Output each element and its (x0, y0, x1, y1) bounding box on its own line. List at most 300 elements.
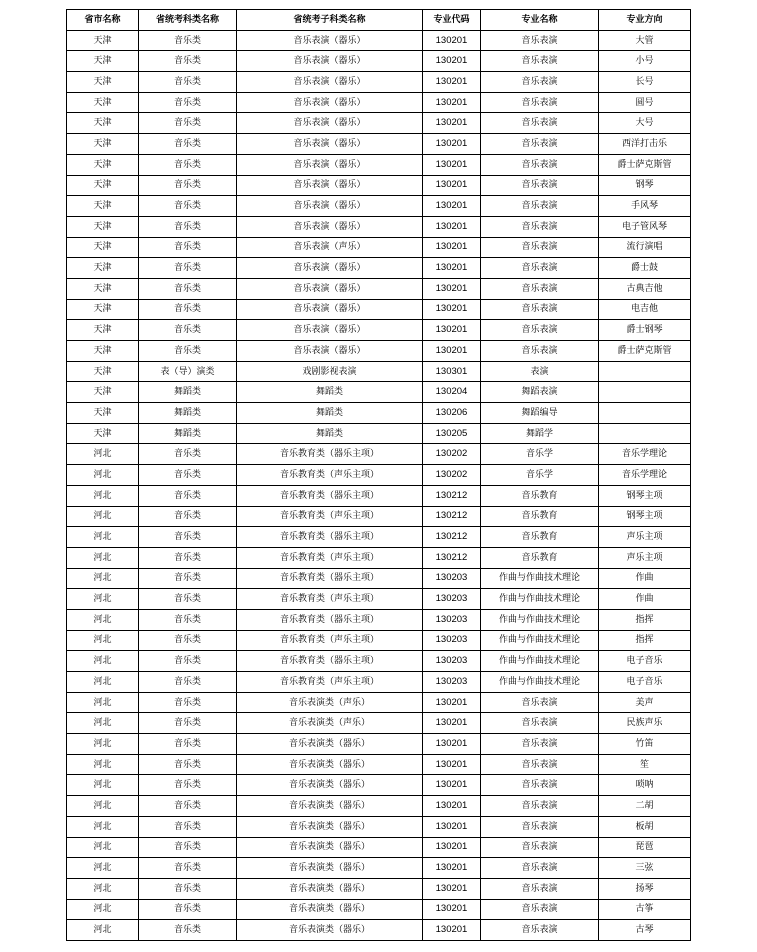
cell-major-direction: 钢琴主项 (599, 485, 691, 506)
cell-exam-category: 音乐类 (139, 672, 237, 693)
cell-major-name: 音乐表演 (481, 278, 599, 299)
col-header-major-direction: 专业方向 (599, 10, 691, 31)
cell-major-name: 音乐表演 (481, 796, 599, 817)
cell-major-name: 作曲与作曲技术理论 (481, 589, 599, 610)
col-header-exam-subcategory: 省统考子科类名称 (237, 10, 423, 31)
table-row (67, 796, 691, 817)
cell-major-code: 130201 (423, 899, 481, 920)
cell-exam-category: 音乐类 (139, 568, 237, 589)
cell-exam-category: 音乐类 (139, 547, 237, 568)
table-row (67, 258, 691, 279)
cell-province: 河北 (67, 734, 139, 755)
cell-exam-category: 音乐类 (139, 278, 237, 299)
cell-major-code: 130204 (423, 382, 481, 403)
table-row (67, 630, 691, 651)
table-row (67, 651, 691, 672)
cell-major-direction: 大管 (599, 30, 691, 51)
cell-major-name: 作曲与作曲技术理论 (481, 630, 599, 651)
cell-exam-subcategory: 音乐教育类（声乐主项） (237, 589, 423, 610)
cell-province: 河北 (67, 692, 139, 713)
cell-province: 天津 (67, 30, 139, 51)
table-row (67, 734, 691, 755)
cell-major-name: 音乐表演 (481, 734, 599, 755)
table-row (67, 899, 691, 920)
cell-major-direction: 古筝 (599, 899, 691, 920)
cell-major-code: 130201 (423, 30, 481, 51)
cell-province: 天津 (67, 237, 139, 258)
cell-exam-category: 音乐类 (139, 444, 237, 465)
table-row (67, 216, 691, 237)
cell-exam-category: 音乐类 (139, 51, 237, 72)
cell-major-name: 音乐表演 (481, 816, 599, 837)
cell-major-code: 130203 (423, 589, 481, 610)
cell-exam-subcategory: 音乐表演（器乐） (237, 216, 423, 237)
cell-exam-subcategory: 音乐表演（器乐） (237, 341, 423, 362)
cell-major-code: 130201 (423, 754, 481, 775)
cell-major-name: 音乐表演 (481, 899, 599, 920)
cell-major-code: 130201 (423, 796, 481, 817)
cell-major-name: 音乐表演 (481, 775, 599, 796)
cell-province: 河北 (67, 754, 139, 775)
cell-exam-subcategory: 音乐表演类（器乐） (237, 920, 423, 941)
table-row (67, 134, 691, 155)
cell-exam-category: 音乐类 (139, 775, 237, 796)
cell-major-code: 130201 (423, 51, 481, 72)
cell-province: 河北 (67, 713, 139, 734)
cell-exam-subcategory: 音乐教育类（器乐主项） (237, 568, 423, 589)
cell-major-direction: 指挥 (599, 630, 691, 651)
cell-exam-category: 音乐类 (139, 299, 237, 320)
cell-major-code: 130201 (423, 134, 481, 155)
cell-province: 天津 (67, 216, 139, 237)
cell-major-name: 表演 (481, 361, 599, 382)
table-row (67, 754, 691, 775)
table-row (67, 920, 691, 941)
cell-province: 河北 (67, 878, 139, 899)
cell-exam-category: 音乐类 (139, 341, 237, 362)
cell-major-name: 音乐表演 (481, 134, 599, 155)
cell-major-direction: 长号 (599, 72, 691, 93)
col-header-major-name: 专业名称 (481, 10, 599, 31)
cell-province: 河北 (67, 609, 139, 630)
cell-major-code: 130201 (423, 216, 481, 237)
table-row (67, 485, 691, 506)
table-row (67, 320, 691, 341)
cell-exam-category: 音乐类 (139, 899, 237, 920)
cell-major-name: 作曲与作曲技术理论 (481, 651, 599, 672)
table-row (67, 196, 691, 217)
cell-exam-category: 表（导）演类 (139, 361, 237, 382)
table-row (67, 237, 691, 258)
cell-major-direction: 作曲 (599, 568, 691, 589)
table-row (67, 361, 691, 382)
cell-major-code: 130201 (423, 775, 481, 796)
cell-major-direction: 电子管风琴 (599, 216, 691, 237)
cell-exam-category: 音乐类 (139, 754, 237, 775)
cell-major-name: 音乐表演 (481, 692, 599, 713)
cell-major-name: 作曲与作曲技术理论 (481, 609, 599, 630)
cell-major-code: 130206 (423, 403, 481, 424)
cell-major-code: 130201 (423, 341, 481, 362)
cell-major-direction: 三弦 (599, 858, 691, 879)
cell-major-direction: 爵士萨克斯管 (599, 341, 691, 362)
cell-major-direction: 作曲 (599, 589, 691, 610)
cell-exam-category: 音乐类 (139, 113, 237, 134)
cell-major-direction: 电吉他 (599, 299, 691, 320)
cell-major-name: 音乐表演 (481, 30, 599, 51)
cell-major-code: 130203 (423, 630, 481, 651)
cell-exam-subcategory: 音乐表演（器乐） (237, 113, 423, 134)
cell-province: 河北 (67, 816, 139, 837)
cell-major-direction: 流行演唱 (599, 237, 691, 258)
cell-major-code: 130201 (423, 278, 481, 299)
cell-exam-subcategory: 音乐表演（声乐） (237, 237, 423, 258)
cell-province: 天津 (67, 423, 139, 444)
cell-major-direction: 音乐学理论 (599, 444, 691, 465)
table-row (67, 154, 691, 175)
cell-exam-subcategory: 音乐表演（器乐） (237, 134, 423, 155)
cell-province: 天津 (67, 299, 139, 320)
cell-province: 天津 (67, 154, 139, 175)
cell-province: 天津 (67, 51, 139, 72)
cell-exam-subcategory: 音乐表演类（器乐） (237, 837, 423, 858)
header-row (67, 10, 691, 31)
cell-exam-category: 音乐类 (139, 175, 237, 196)
cell-exam-category: 音乐类 (139, 878, 237, 899)
cell-exam-category: 音乐类 (139, 651, 237, 672)
cell-major-name: 音乐表演 (481, 878, 599, 899)
cell-exam-category: 音乐类 (139, 837, 237, 858)
cell-exam-subcategory: 音乐教育类（器乐主项） (237, 609, 423, 630)
cell-province: 天津 (67, 92, 139, 113)
table-row (67, 672, 691, 693)
cell-major-name: 音乐表演 (481, 299, 599, 320)
cell-province: 河北 (67, 527, 139, 548)
cell-major-direction: 笙 (599, 754, 691, 775)
cell-major-name: 音乐教育 (481, 506, 599, 527)
cell-major-code: 130202 (423, 444, 481, 465)
cell-exam-category: 音乐类 (139, 216, 237, 237)
cell-exam-subcategory: 音乐表演类（器乐） (237, 775, 423, 796)
cell-exam-category: 音乐类 (139, 196, 237, 217)
major-table (66, 9, 691, 941)
cell-major-name: 音乐表演 (481, 72, 599, 93)
cell-province: 河北 (67, 630, 139, 651)
table-row (67, 858, 691, 879)
cell-major-name: 音乐表演 (481, 154, 599, 175)
cell-province: 河北 (67, 796, 139, 817)
cell-province: 河北 (67, 672, 139, 693)
cell-exam-subcategory: 音乐表演（器乐） (237, 154, 423, 175)
cell-major-code: 130201 (423, 237, 481, 258)
cell-exam-subcategory: 戏剧影视表演 (237, 361, 423, 382)
cell-major-direction: 爵士钢琴 (599, 320, 691, 341)
cell-province: 河北 (67, 775, 139, 796)
table-row (67, 465, 691, 486)
table-row (67, 878, 691, 899)
table-row (67, 589, 691, 610)
cell-major-direction: 板胡 (599, 816, 691, 837)
cell-exam-subcategory: 舞蹈类 (237, 423, 423, 444)
cell-province: 天津 (67, 341, 139, 362)
cell-major-name: 音乐教育 (481, 485, 599, 506)
cell-major-code: 130203 (423, 672, 481, 693)
cell-exam-subcategory: 音乐表演类（声乐） (237, 692, 423, 713)
cell-major-code: 130205 (423, 423, 481, 444)
cell-exam-subcategory: 音乐教育类（器乐主项） (237, 527, 423, 548)
cell-major-code: 130201 (423, 320, 481, 341)
cell-major-direction: 电子音乐 (599, 672, 691, 693)
cell-exam-subcategory: 音乐表演（器乐） (237, 278, 423, 299)
cell-major-direction: 小号 (599, 51, 691, 72)
cell-major-name: 音乐表演 (481, 258, 599, 279)
cell-exam-category: 音乐类 (139, 258, 237, 279)
table-row (67, 299, 691, 320)
cell-exam-subcategory: 音乐表演类（器乐） (237, 899, 423, 920)
table-row (67, 30, 691, 51)
table-row (67, 175, 691, 196)
cell-major-code: 130212 (423, 527, 481, 548)
cell-province: 河北 (67, 547, 139, 568)
cell-major-name: 音乐表演 (481, 858, 599, 879)
cell-exam-subcategory: 音乐表演（器乐） (237, 320, 423, 341)
cell-exam-subcategory: 舞蹈类 (237, 382, 423, 403)
cell-major-direction (599, 361, 691, 382)
cell-major-name: 音乐表演 (481, 196, 599, 217)
cell-major-direction: 古典吉他 (599, 278, 691, 299)
cell-exam-category: 音乐类 (139, 134, 237, 155)
cell-major-code: 130201 (423, 920, 481, 941)
col-header-major-code: 专业代码 (423, 10, 481, 31)
cell-major-direction (599, 403, 691, 424)
table-row (67, 92, 691, 113)
cell-major-code: 130201 (423, 154, 481, 175)
cell-major-code: 130202 (423, 465, 481, 486)
cell-exam-category: 音乐类 (139, 527, 237, 548)
cell-province: 天津 (67, 278, 139, 299)
cell-major-name: 音乐表演 (481, 51, 599, 72)
table-row (67, 568, 691, 589)
cell-exam-category: 音乐类 (139, 734, 237, 755)
table-row (67, 816, 691, 837)
cell-exam-subcategory: 音乐教育类（器乐主项） (237, 651, 423, 672)
cell-exam-subcategory: 音乐表演类（器乐） (237, 754, 423, 775)
cell-exam-category: 舞蹈类 (139, 423, 237, 444)
table-row (67, 506, 691, 527)
cell-exam-subcategory: 舞蹈类 (237, 403, 423, 424)
cell-major-code: 130201 (423, 816, 481, 837)
cell-major-direction: 琵琶 (599, 837, 691, 858)
cell-province: 河北 (67, 899, 139, 920)
cell-exam-category: 舞蹈类 (139, 382, 237, 403)
cell-province: 天津 (67, 361, 139, 382)
cell-major-name: 作曲与作曲技术理论 (481, 568, 599, 589)
cell-exam-category: 音乐类 (139, 713, 237, 734)
cell-exam-category: 音乐类 (139, 816, 237, 837)
table-row (67, 692, 691, 713)
cell-exam-subcategory: 音乐表演（器乐） (237, 30, 423, 51)
cell-major-name: 音乐教育 (481, 527, 599, 548)
cell-exam-category: 音乐类 (139, 237, 237, 258)
cell-major-direction: 钢琴主项 (599, 506, 691, 527)
cell-province: 天津 (67, 258, 139, 279)
cell-major-code: 130201 (423, 92, 481, 113)
cell-major-direction (599, 382, 691, 403)
cell-province: 河北 (67, 506, 139, 527)
cell-major-direction: 音乐学理论 (599, 465, 691, 486)
cell-major-direction: 电子音乐 (599, 651, 691, 672)
cell-major-code: 130201 (423, 734, 481, 755)
cell-province: 河北 (67, 485, 139, 506)
cell-major-code: 130201 (423, 299, 481, 320)
table-row (67, 423, 691, 444)
cell-exam-subcategory: 音乐表演（器乐） (237, 92, 423, 113)
cell-major-code: 130201 (423, 878, 481, 899)
cell-exam-subcategory: 音乐表演（器乐） (237, 51, 423, 72)
cell-province: 河北 (67, 465, 139, 486)
cell-province: 河北 (67, 858, 139, 879)
table-row (67, 547, 691, 568)
cell-major-code: 130201 (423, 692, 481, 713)
table-row (67, 713, 691, 734)
cell-major-code: 130212 (423, 506, 481, 527)
cell-province: 天津 (67, 382, 139, 403)
cell-major-name: 舞蹈编导 (481, 403, 599, 424)
cell-major-direction: 声乐主项 (599, 527, 691, 548)
table-row (67, 113, 691, 134)
cell-major-direction: 爵士萨克斯管 (599, 154, 691, 175)
cell-major-direction: 圆号 (599, 92, 691, 113)
table-row (67, 403, 691, 424)
cell-major-code: 130301 (423, 361, 481, 382)
cell-major-direction (599, 423, 691, 444)
cell-major-direction: 钢琴 (599, 175, 691, 196)
cell-province: 河北 (67, 589, 139, 610)
cell-major-code: 130212 (423, 547, 481, 568)
cell-exam-subcategory: 音乐教育类（声乐主项） (237, 630, 423, 651)
cell-major-direction: 爵士鼓 (599, 258, 691, 279)
cell-major-code: 130212 (423, 485, 481, 506)
cell-exam-category: 音乐类 (139, 796, 237, 817)
table-row (67, 72, 691, 93)
table-row (67, 444, 691, 465)
cell-exam-subcategory: 音乐教育类（声乐主项） (237, 547, 423, 568)
cell-major-code: 130201 (423, 175, 481, 196)
cell-exam-subcategory: 音乐表演（器乐） (237, 72, 423, 93)
cell-exam-category: 音乐类 (139, 692, 237, 713)
table-row (67, 837, 691, 858)
cell-major-name: 音乐表演 (481, 175, 599, 196)
cell-exam-category: 音乐类 (139, 92, 237, 113)
cell-major-direction: 扬琴 (599, 878, 691, 899)
cell-exam-subcategory: 音乐表演（器乐） (237, 258, 423, 279)
cell-major-name: 音乐表演 (481, 837, 599, 858)
cell-major-direction: 二胡 (599, 796, 691, 817)
cell-major-code: 130201 (423, 196, 481, 217)
col-header-province: 省市名称 (67, 10, 139, 31)
cell-province: 河北 (67, 837, 139, 858)
cell-major-code: 130203 (423, 651, 481, 672)
cell-major-name: 音乐表演 (481, 113, 599, 134)
cell-exam-category: 音乐类 (139, 609, 237, 630)
cell-major-name: 音乐表演 (481, 237, 599, 258)
cell-major-code: 130201 (423, 713, 481, 734)
cell-exam-category: 音乐类 (139, 630, 237, 651)
table-row (67, 382, 691, 403)
table-row (67, 278, 691, 299)
cell-exam-subcategory: 音乐表演类（器乐） (237, 734, 423, 755)
cell-exam-category: 音乐类 (139, 154, 237, 175)
cell-exam-subcategory: 音乐教育类（声乐主项） (237, 672, 423, 693)
col-header-exam-category: 省统考科类名称 (139, 10, 237, 31)
cell-major-name: 音乐学 (481, 444, 599, 465)
cell-major-direction: 竹笛 (599, 734, 691, 755)
table-row (67, 609, 691, 630)
cell-exam-category: 音乐类 (139, 920, 237, 941)
cell-exam-subcategory: 音乐表演类（器乐） (237, 816, 423, 837)
cell-province: 河北 (67, 920, 139, 941)
cell-province: 天津 (67, 320, 139, 341)
cell-major-direction: 大号 (599, 113, 691, 134)
cell-major-direction: 古琴 (599, 920, 691, 941)
cell-exam-subcategory: 音乐表演（器乐） (237, 175, 423, 196)
cell-major-name: 音乐表演 (481, 320, 599, 341)
cell-province: 天津 (67, 72, 139, 93)
cell-province: 天津 (67, 175, 139, 196)
cell-exam-category: 音乐类 (139, 72, 237, 93)
cell-province: 河北 (67, 444, 139, 465)
table-body (67, 30, 691, 940)
cell-major-code: 130203 (423, 568, 481, 589)
cell-province: 天津 (67, 134, 139, 155)
cell-exam-category: 音乐类 (139, 465, 237, 486)
cell-exam-subcategory: 音乐教育类（声乐主项） (237, 506, 423, 527)
cell-major-name: 音乐表演 (481, 754, 599, 775)
cell-major-code: 130201 (423, 837, 481, 858)
cell-major-direction: 美声 (599, 692, 691, 713)
cell-major-name: 舞蹈学 (481, 423, 599, 444)
cell-major-code: 130201 (423, 258, 481, 279)
cell-province: 河北 (67, 568, 139, 589)
cell-major-name: 音乐教育 (481, 547, 599, 568)
cell-major-code: 130201 (423, 113, 481, 134)
cell-exam-subcategory: 音乐教育类（器乐主项） (237, 485, 423, 506)
cell-major-name: 音乐学 (481, 465, 599, 486)
cell-exam-subcategory: 音乐表演类（声乐） (237, 713, 423, 734)
cell-exam-subcategory: 音乐表演类（器乐） (237, 796, 423, 817)
cell-exam-subcategory: 音乐表演（器乐） (237, 196, 423, 217)
cell-major-name: 作曲与作曲技术理论 (481, 672, 599, 693)
cell-exam-category: 舞蹈类 (139, 403, 237, 424)
cell-province: 天津 (67, 196, 139, 217)
cell-major-code: 130203 (423, 609, 481, 630)
cell-exam-category: 音乐类 (139, 858, 237, 879)
cell-exam-subcategory: 音乐表演类（器乐） (237, 858, 423, 879)
major-table-page (66, 9, 690, 941)
cell-major-direction: 民族声乐 (599, 713, 691, 734)
cell-major-name: 音乐表演 (481, 713, 599, 734)
cell-major-direction: 唢呐 (599, 775, 691, 796)
cell-province: 河北 (67, 651, 139, 672)
cell-exam-category: 音乐类 (139, 30, 237, 51)
cell-province: 天津 (67, 113, 139, 134)
table-row (67, 527, 691, 548)
cell-major-direction: 手风琴 (599, 196, 691, 217)
cell-exam-subcategory: 音乐表演类（器乐） (237, 878, 423, 899)
cell-exam-subcategory: 音乐教育类（声乐主项） (237, 465, 423, 486)
cell-exam-subcategory: 音乐表演（器乐） (237, 299, 423, 320)
cell-exam-category: 音乐类 (139, 589, 237, 610)
